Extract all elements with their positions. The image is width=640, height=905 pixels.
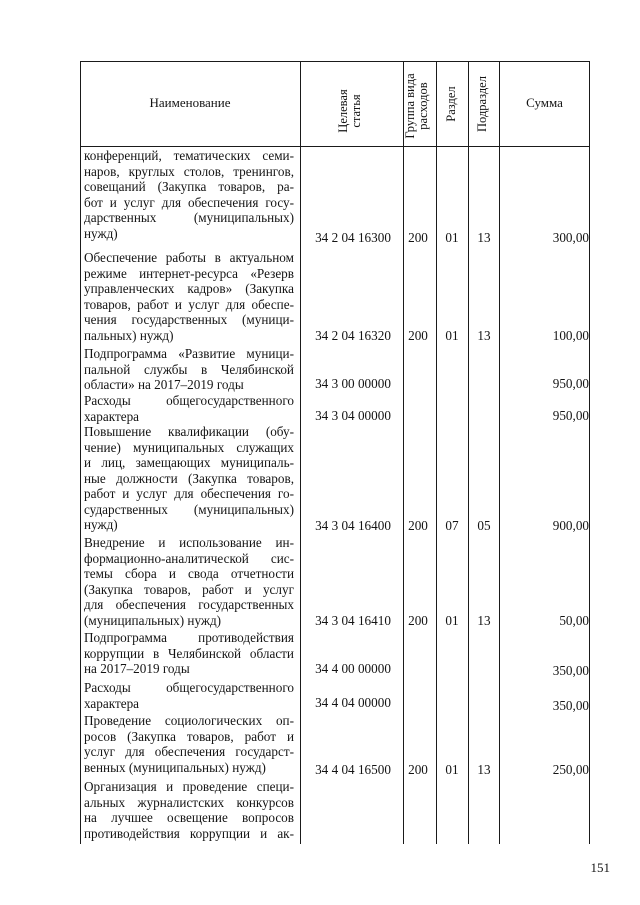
name-line: управленческих кадров» (Закупка	[84, 281, 294, 296]
name-line: Повышение квалификации (обу-	[84, 424, 294, 439]
name-line: Обеспечение работы в актуальном	[84, 250, 294, 265]
name-line: Подпрограмма «Развитие муници-	[84, 346, 294, 361]
table-cell-sum: 950,00	[552, 408, 589, 423]
name-line: Подпрограмма противодействия	[84, 630, 294, 645]
name-line: (Закупка товаров, работ и услуг	[84, 581, 294, 597]
table-cell-sum: 350,00	[552, 698, 589, 713]
name-line: нужд)	[84, 517, 118, 532]
name-line: Проведение социологических оп-	[84, 713, 294, 728]
name-line: и лиц, замещающих муниципаль-	[84, 455, 294, 470]
name-line: сударственных (муниципальных)	[84, 501, 294, 517]
table-cell-code: 34 3 00 00000	[315, 376, 391, 391]
name-line: чение) муниципальных служащих	[84, 439, 294, 455]
name-line: пальных) нужд)	[84, 327, 174, 343]
table-cell-sum: 900,00	[552, 518, 589, 533]
table-cell-sum: 300,00	[552, 230, 589, 245]
table-row-name	[84, 713, 294, 775]
name-line: дарственных (муниципальных)	[84, 210, 294, 225]
table-top-border	[80, 61, 590, 62]
table-cell-subsection: 05	[477, 518, 491, 533]
name-line: формационно-аналитической сис-	[84, 550, 294, 566]
table-cell-code: 34 4 00 00000	[315, 661, 391, 676]
name-line: нужд)	[84, 225, 118, 241]
table-cell-sum: 100,00	[552, 328, 589, 343]
header-group-line2: расходов	[416, 82, 430, 130]
header-target-line1: Целевая	[336, 89, 350, 133]
table-row-name	[84, 535, 294, 628]
table-row-name	[84, 393, 294, 424]
table-row-name	[84, 779, 294, 841]
table-cell-code: 34 2 04 16320	[315, 328, 391, 343]
header-name: Наименование	[149, 95, 231, 110]
header-group-line1: Группа вида	[403, 73, 417, 139]
table-cell-sum: 950,00	[552, 376, 589, 391]
table-cell-code: 34 3 04 16410	[315, 613, 391, 628]
header-target-article	[337, 61, 367, 161]
table-cell-section: 07	[445, 518, 459, 533]
table-cell-subsection: 13	[477, 762, 491, 777]
table-cell-group: 200	[408, 762, 428, 777]
name-line: Расходы общегосударственного	[84, 393, 294, 408]
table-cell-sum: 250,00	[552, 762, 589, 777]
col-divider-section	[468, 61, 469, 844]
name-line: Организация и проведение специ-	[84, 779, 294, 794]
name-line: (муниципальных) нужд)	[84, 612, 222, 628]
name-line: конференций, тематических семи-	[84, 148, 294, 163]
table-cell-subsection: 13	[477, 613, 491, 628]
table-row-name	[84, 148, 294, 241]
table-cell-code: 34 3 04 00000	[315, 408, 391, 423]
table-cell-section: 01	[445, 230, 459, 245]
header-expense-group	[404, 55, 434, 157]
name-line: пальной службы в Челябинской	[84, 361, 294, 377]
name-line: росов (Закупка товаров, работ и	[84, 728, 294, 744]
header-target-line2: статья	[349, 94, 363, 128]
table-cell-group: 200	[408, 518, 428, 533]
name-line: противодействия коррупции и ак-	[84, 825, 294, 841]
table-left-border	[80, 61, 81, 844]
name-line: венных (муниципальных) нужд)	[84, 759, 266, 775]
name-line: Расходы общегосударственного	[84, 680, 294, 695]
name-line: на 2017–2019 годы	[84, 661, 190, 676]
table-cell-subsection: 13	[477, 328, 491, 343]
table-row-name	[84, 424, 294, 533]
table-cell-code: 34 4 04 16500	[315, 762, 391, 777]
table-cell-subsection: 13	[477, 230, 491, 245]
table-cell-section: 01	[445, 762, 459, 777]
name-line: товаров, работ и услуг для обеспе-	[84, 296, 294, 312]
table-right-border	[589, 61, 590, 844]
name-line: на лучшее освещение вопросов	[84, 810, 294, 825]
col-divider-code	[403, 61, 404, 844]
table-cell-section: 01	[445, 328, 459, 343]
name-line: услуг для обеспечения государст-	[84, 744, 294, 759]
name-line: режиме интернет-ресурса «Резерв	[84, 265, 294, 281]
table-row-name	[84, 250, 294, 343]
name-line: альных журналистских конкурсов	[84, 794, 294, 810]
table-row-name	[84, 630, 294, 677]
table-cell-code: 34 2 04 16300	[315, 230, 391, 245]
header-section: Раздел	[444, 86, 458, 122]
table-cell-code: 34 3 04 16400	[315, 518, 391, 533]
header-sum: Сумма	[526, 95, 563, 110]
name-line: чения государственных (муници-	[84, 312, 294, 327]
name-line: коррупции в Челябинской области	[84, 645, 294, 661]
table-row-name	[84, 346, 294, 393]
table-cell-group: 200	[408, 613, 428, 628]
col-divider-group	[436, 61, 437, 844]
header-subsection: Подраздел	[475, 76, 489, 132]
page-number: 151	[590, 860, 610, 875]
table-cell-code: 34 4 04 00000	[315, 695, 391, 710]
table-row-name	[84, 680, 294, 711]
table-cell-sum: 350,00	[552, 663, 589, 678]
table-cell-sum: 50,00	[559, 613, 589, 628]
col-divider-subsection	[499, 61, 500, 844]
name-line: характера	[84, 408, 140, 424]
table-cell-section: 01	[445, 613, 459, 628]
table-cell-group: 200	[408, 230, 428, 245]
name-line: совещаний (Закупка товаров, ра-	[84, 179, 294, 194]
name-line: темы сбора и свода отчетности	[84, 566, 294, 581]
name-line: области» на 2017–2019 годы	[84, 377, 244, 392]
col-divider-name	[300, 61, 301, 844]
name-line: характера	[84, 695, 140, 711]
name-line: для обеспечения государственных	[84, 597, 294, 612]
header-bottom-border	[80, 146, 590, 147]
table-cell-group: 200	[408, 328, 428, 343]
name-line: наров, круглых столов, тренингов,	[84, 163, 294, 179]
name-line: работ и услуг для обеспечения го-	[84, 486, 294, 501]
name-line: ные должности (Закупка товаров,	[84, 470, 294, 486]
name-line: Внедрение и использование ин-	[84, 535, 294, 550]
name-line: бот и услуг для обеспечения госу-	[84, 194, 294, 210]
